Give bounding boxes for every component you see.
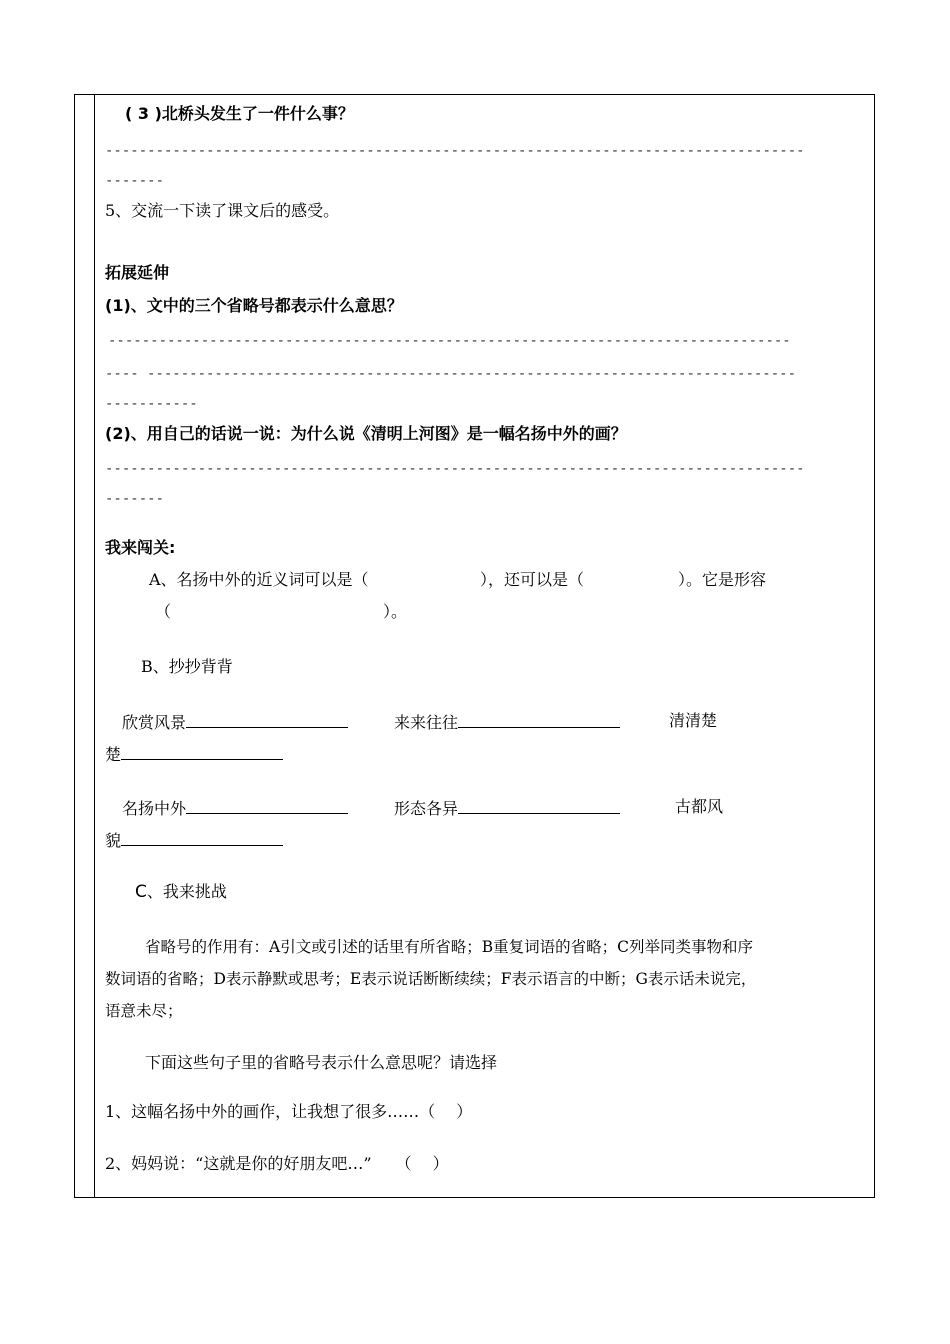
- extend-question-1: (1)、文中的三个省略号都表示什么意思？: [105, 296, 403, 315]
- usage-line-3: 语意未尽；: [105, 1002, 183, 1020]
- answer-line: -------: [105, 173, 165, 189]
- extend-question-2: (2)、用自己的话说一说：为什么说《清明上河图》是一幅名扬中外的画？: [105, 424, 627, 443]
- item-5: 5、交流一下读了课文后的感受。: [105, 201, 340, 220]
- copy-word: 形态各异: [394, 797, 620, 819]
- copy-word: 貌: [105, 829, 283, 851]
- answer-line: ---------------------------------------------------------------------------------: [108, 333, 791, 349]
- copy-word: 欣赏风景: [122, 711, 348, 733]
- question-a-part5: ）。: [383, 602, 408, 621]
- usage-line-1: 省略号的作用有：A引文或引述的话里有所省略；B重复词语的省略；C列举同类事物和序: [145, 938, 753, 956]
- section-b-title: B、抄抄背背: [141, 657, 233, 676]
- section-c-title: C、我来挑战: [135, 882, 227, 902]
- copy-word: 清清楚: [669, 711, 718, 730]
- question-a-part3: ）。它是形容: [678, 570, 767, 589]
- copy-word: 来来往往: [394, 711, 620, 733]
- answer-line: -----------: [105, 396, 198, 412]
- usage-line-2: 数词语的省略；D表示静默或思考；E表示说话断断续续；F表示语言的中断；G表示话未说完，: [105, 970, 757, 988]
- table-column-divider: [94, 94, 95, 1198]
- question-a-part2: ），还可以是（: [480, 570, 585, 589]
- copy-word: 楚: [105, 743, 283, 765]
- question-a-part4: （: [155, 602, 172, 621]
- section-title-extend: 拓展延伸: [105, 263, 170, 282]
- answer-line: -----------------------------------------------------------------------------------: [105, 461, 805, 477]
- answer-line: ----: [105, 366, 139, 382]
- sentence-1: 1、这幅名扬中外的画作，让我想了很多……（ ）: [105, 1102, 473, 1121]
- section-title-challenge: 我来闯关:: [105, 538, 176, 557]
- answer-line: -----------------------------------------------------------------------------: [147, 366, 797, 382]
- sentence-2: 2、妈妈说：“这就是你的好朋友吧…” （ ）: [105, 1154, 449, 1173]
- table-frame: [74, 94, 875, 1198]
- prompt: 下面这些句子里的省略号表示什么意思呢？请选择: [145, 1053, 498, 1072]
- question-a-part1: A、名扬中外的近义词可以是（: [149, 570, 369, 589]
- copy-word: 古都风: [675, 797, 724, 816]
- question-3: ( 3 )北桥头发生了一件什么事？: [125, 104, 354, 123]
- answer-line: -----------------------------------------------------------------------------------: [105, 143, 805, 159]
- copy-word: 名扬中外: [122, 797, 348, 819]
- answer-line: -------: [105, 491, 165, 507]
